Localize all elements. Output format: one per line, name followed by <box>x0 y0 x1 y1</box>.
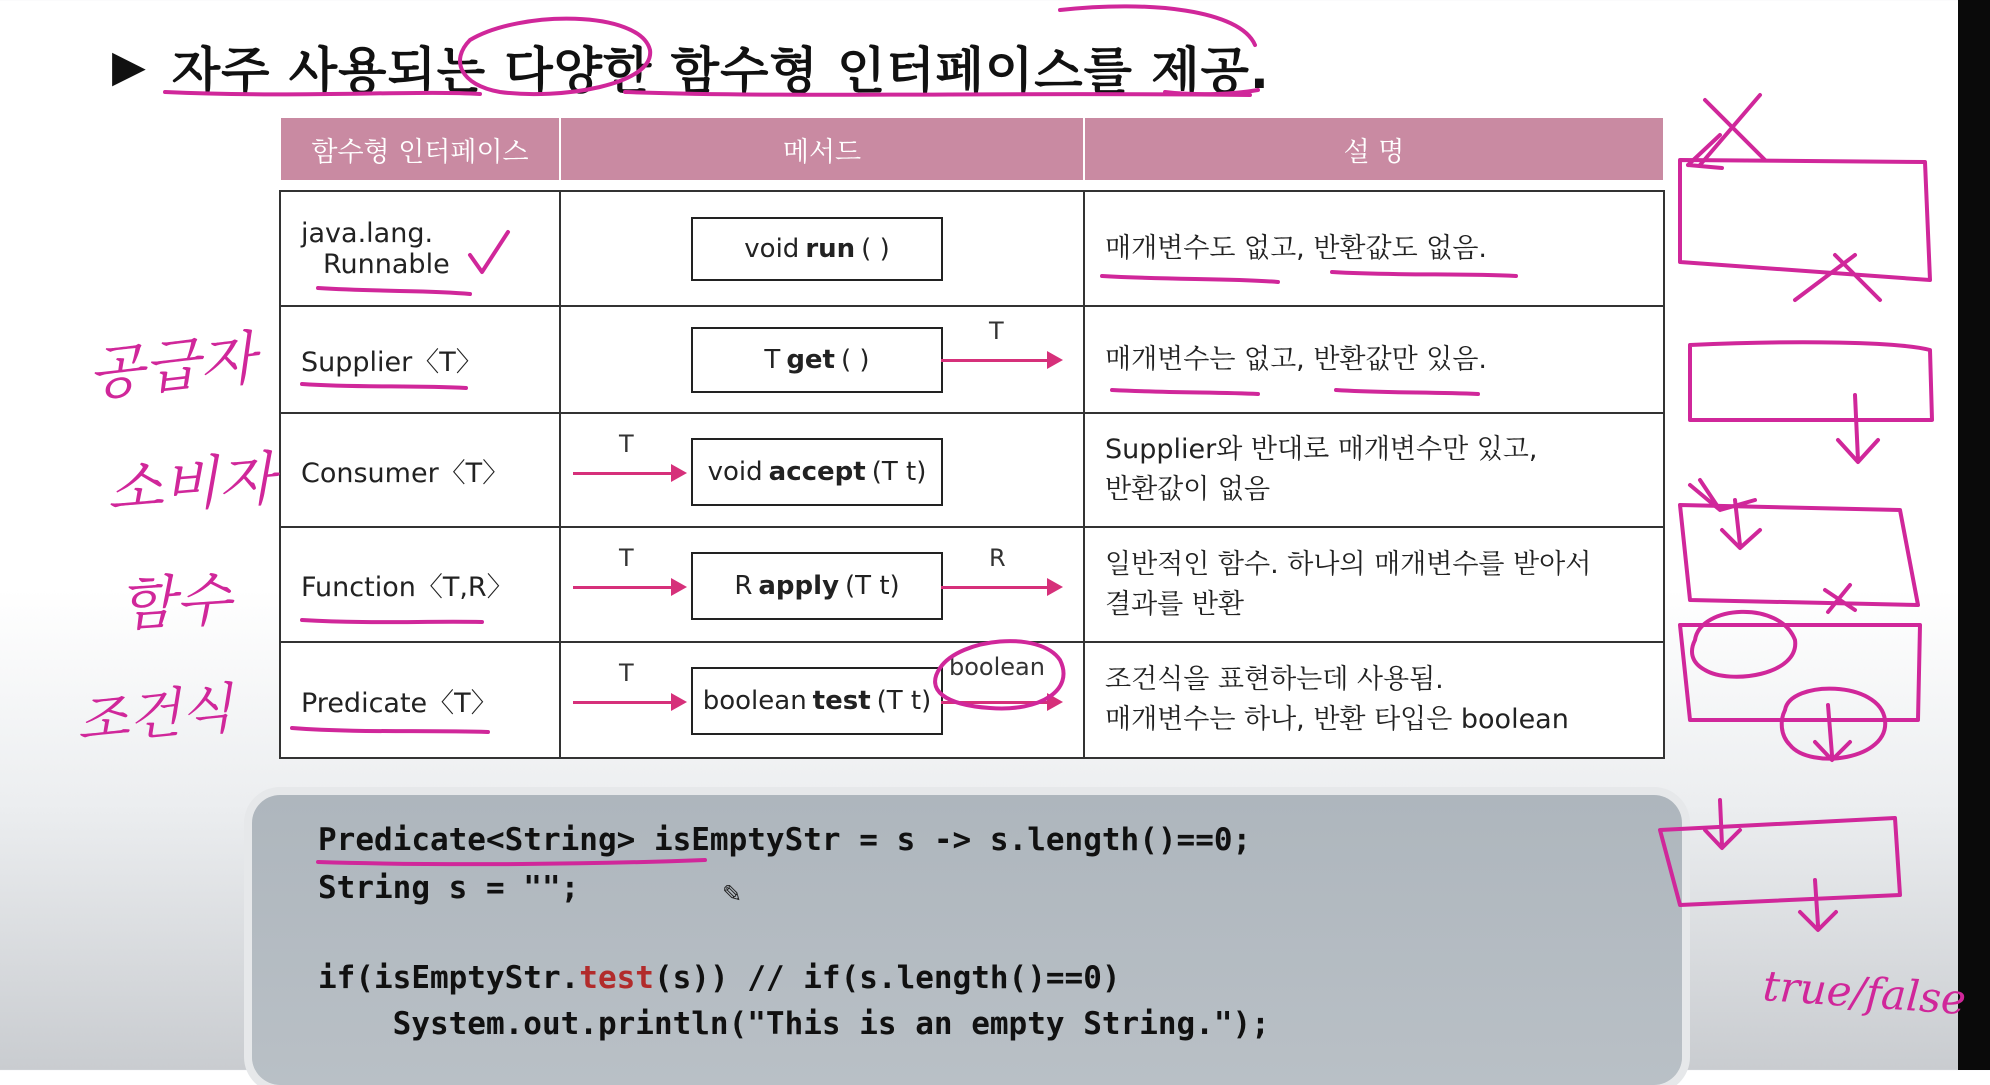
sketch-down-arrow-3-icon <box>1815 705 1850 760</box>
note-function: 함수 <box>117 565 233 639</box>
method-return-type: void <box>744 234 800 264</box>
sketch-circle-2-icon <box>1782 689 1886 759</box>
note-consumer: 소비자 <box>104 444 277 524</box>
sketch-box-3-icon <box>1680 505 1918 605</box>
slide-title-text: 자주 사용되는 다양한 함수형 인터페이스를 제공. <box>171 42 1270 100</box>
triangle-bullet-icon: ▶ <box>112 41 146 92</box>
title-underline-3-icon <box>1165 90 1258 94</box>
supplier-underline-icon <box>302 384 466 388</box>
description-line: 매개변수도 없고, 반환값도 없음. <box>1105 232 1487 264</box>
code-line-2: String s = ""; <box>318 870 580 906</box>
code-test-call: test <box>579 960 654 996</box>
sketch-box-5-icon <box>1660 818 1900 905</box>
title-arc-icon <box>1060 6 1255 45</box>
description-line: 매개변수는 없고, 반환값만 있음. <box>1105 343 1487 375</box>
output-type-label: boolean <box>945 653 1049 681</box>
interface-name: Consumer〈T〉 <box>301 457 510 489</box>
title-circle-icon <box>460 19 650 94</box>
method-args: (T t) <box>871 457 927 487</box>
output-type-label: T <box>989 317 1004 345</box>
sketch-box-2-icon <box>1690 342 1932 420</box>
desc-1-underline-b-icon <box>1332 272 1516 276</box>
method-name: apply <box>758 571 840 601</box>
interface-name: Supplier〈T〉 <box>301 347 483 378</box>
code-line-4: System.out.println("This is an empty String."); <box>318 1006 1270 1042</box>
sketch-circle-1-icon <box>1692 612 1795 677</box>
method-args: ( ) <box>841 345 870 375</box>
input-type-label: T <box>619 544 634 572</box>
code-underline-icon <box>318 860 705 864</box>
method-return-type: boolean <box>702 686 807 716</box>
title-underline-icon <box>165 92 480 94</box>
sketch-x-icon <box>1700 95 1765 165</box>
note-predicate: 조건식 <box>73 676 236 753</box>
sketch-down-arrow-5-icon <box>1800 880 1836 930</box>
code-line-1: Predicate<String> isEmptyStr = s -> s.length()==0; <box>318 822 1252 858</box>
method-args: (T t) <box>876 686 932 716</box>
runnable-underline-icon <box>318 288 470 294</box>
header-method: 메서드 <box>560 118 1084 180</box>
note-supplier: 공급자 <box>84 323 259 409</box>
header-description: 설 명 <box>1084 118 1664 180</box>
description-line: 조건식을 표현하는데 사용됨. <box>1105 664 1444 695</box>
code-line-3-start: if(isEmptyStr. <box>318 960 580 996</box>
desc-1-underline-a-icon <box>1102 276 1278 282</box>
title-underline-2-icon <box>625 92 1250 95</box>
input-type-label: T <box>619 659 634 687</box>
boolean-circle-icon <box>935 641 1063 708</box>
method-name: accept <box>768 457 866 487</box>
description-line: 일반적인 함수. 하나의 매개변수를 받아서 <box>1105 548 1592 580</box>
output-type-label: R <box>989 544 1006 572</box>
note-true-false: true/false <box>1761 961 1968 1025</box>
method-name: test <box>812 686 871 716</box>
method-args: ( ) <box>861 234 890 264</box>
sketch-arrow-top-icon <box>1688 135 1722 168</box>
method-name: get <box>786 345 835 375</box>
header-interface: 함수형 인터페이스 <box>280 118 560 180</box>
description-line: 반환값이 없음 <box>1105 474 1271 505</box>
interface-name: Runnable <box>323 248 450 280</box>
predicate-underline-icon <box>292 728 488 732</box>
sketch-x-2-icon <box>1795 255 1880 300</box>
description-line: 결과를 반환 <box>1105 588 1244 620</box>
sketch-box-1-icon <box>1680 160 1930 280</box>
method-return-type: T <box>764 345 781 375</box>
method-name: run <box>805 234 856 264</box>
desc-2-underline-b-icon <box>1336 390 1478 394</box>
method-return-type: void <box>707 457 763 487</box>
sketch-down-arrow-1-icon <box>1838 395 1878 462</box>
interface-package: java.lang. <box>301 217 434 249</box>
description-line: Supplier와 반대로 매개변수만 있고, <box>1105 434 1538 465</box>
method-return-type: R <box>734 571 753 601</box>
description-line: 매개변수는 하나, 반환 타입은 boolean <box>1105 704 1569 735</box>
pen-cursor-icon: ✎ <box>722 880 743 908</box>
runnable-check-icon <box>470 232 508 272</box>
code-line-3-end: (s)) // if(s.length()==0) <box>653 960 1121 996</box>
interface-name: Function〈T,R〉 <box>301 572 514 603</box>
method-args: (T t) <box>845 571 900 601</box>
desc-2-underline-a-icon <box>1112 390 1258 394</box>
sketch-down-arrow-4-icon <box>1705 800 1740 848</box>
interface-name: Predicate〈T〉 <box>301 687 498 719</box>
function-underline-icon <box>302 620 482 622</box>
input-type-label: T <box>619 430 634 458</box>
sketch-x-3-icon <box>1825 585 1855 612</box>
